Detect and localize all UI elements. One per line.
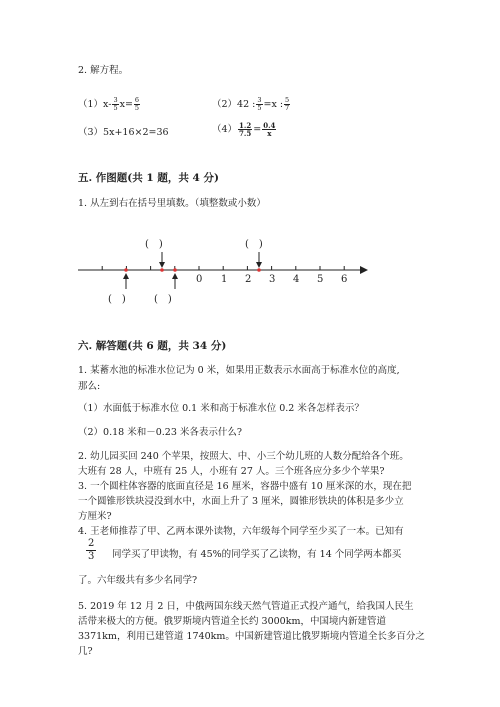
equation-2-mid: =x : [263,99,284,110]
equation-1-label: （1）x- [78,99,112,110]
up-arrow-icon [123,273,129,279]
numerator: 3 [257,96,262,104]
axis-arrowhead [360,266,368,274]
tick-label: 3 [269,274,276,285]
denominator: 7.5 [239,129,252,138]
down-arrow-icon [159,262,165,268]
tick-label: 0 [196,274,203,285]
numerator: 1.2 [239,121,252,130]
tick-label: 6 [341,274,348,285]
q5-line: 5. 2019 年 12 月 2 日，中俄两国东线天然气管道正式投产通气，给我国人民生 [78,601,414,612]
equation-2-label: （2）42 : [212,99,256,110]
section-6-title: 六. 解答题(共 6 题，共 34 分) [78,340,227,352]
q2-line: 2. 幼儿园买回 240 个苹果，按照大、中、小三个幼儿班的人数分配给各个班。 [78,451,409,462]
point-marker [160,268,164,272]
denominator: 5 [257,104,262,112]
q4-line: 了。六年级共有多少名同学? [78,575,198,586]
denominator: x [267,129,272,138]
numerator: 5 [285,96,290,104]
question-2-title: 2. 解方程。 [78,65,129,76]
q4-line: 4. 王老师推荐了甲、乙两本课外读物，六年级每个同学至少买了一本。已知有 [78,526,404,537]
tick-label: 2 [245,274,252,285]
section-5-title: 五. 作图题(共 1 题，共 4 分) [78,172,219,184]
equation-4-mid: = [253,124,262,135]
answer-blank: ( ) [108,294,126,305]
equation-1-mid: x= [119,99,133,110]
q1-sub-1: （1）水面低于标准水位 0.1 米和高于标准水位 0.2 米各怎样表示？ [78,403,364,414]
numerator: 6 [134,96,140,104]
q2-line: 大班有 28 人，中班有 25 人，小班有 27 人。三个班各应分多少个苹果? [78,466,385,477]
numerator: 3 [113,96,118,104]
denominator: 3 [88,551,95,562]
q4-line: 同学买了甲读物，有 45%的同学买了乙读物，有 14 个同学两本都买 [112,549,402,560]
q3-line: 3. 一个圆柱体容器的底面直径是 16 厘米，容器中盛有 10 厘米深的水，现在把 [78,481,412,492]
point-marker [124,268,128,272]
point-marker [173,268,177,272]
tick-label: 5 [317,274,324,285]
point-marker [257,268,261,272]
q1-line: 那么: [78,381,101,392]
tick-label: 4 [293,274,300,285]
q5-line: 3371km，利用已建管道 1740km。中国新建管道比俄罗斯境内管道全长多百分之 [78,631,425,642]
numerator: 2 [88,538,95,549]
up-arrow-icon [172,273,178,279]
q4-fraction [86,538,96,563]
answer-blank: ( ) [245,239,263,250]
q3-line: 一个圆锥形铁块浸没到水中，水面上升了 3 厘米，圆锥形铁块的体积是多少立 [78,496,404,507]
denominator: 5 [113,104,118,112]
q3-line: 方厘米? [78,511,112,522]
q5-line: 活带来极大的方便。俄罗斯境内管道全长约 3000km，中国境内新建管道 [78,616,386,627]
equation-4-label: （4） [212,124,238,135]
down-arrow-icon [256,262,262,268]
denominator: 5 [134,104,140,112]
section-5-question-1: 1. 从左到右在括号里填数。（填整数或小数） [78,198,266,209]
equation-3: （3）5x+16×2=36 [78,127,169,138]
q5-line: 几? [78,646,93,657]
answer-blank: ( ) [154,294,172,305]
q1-line: 1. 某蓄水池的标准水位记为 0 米，如果用正数表示水面高于标准水位的高度, [78,365,400,376]
numerator: 0.4 [263,121,276,130]
answer-blank: ( ) [145,239,163,250]
tick-marks [102,266,344,270]
tick-label: 1 [221,274,228,285]
denominator: 7 [285,104,290,112]
q1-sub-2: （2）0.18 米和－0.23 米各表示什么? [78,427,242,438]
